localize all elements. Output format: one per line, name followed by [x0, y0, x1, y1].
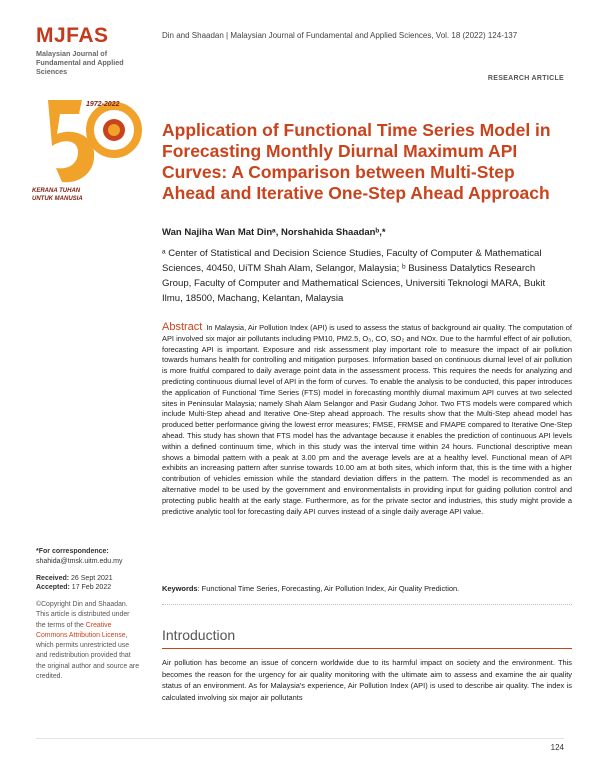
correspondence-email[interactable]: shahida@tmsk.uitm.edu.my — [36, 558, 123, 565]
copyright-text-post: , which permits unrestricted use and redistribution provided that the original author and source are credited. — [36, 631, 140, 681]
journal-full-name: Malaysian Journal of Fundamental and Applied Sciences — [36, 49, 124, 76]
received-label: Received: — [36, 575, 70, 582]
keywords-line — [162, 584, 572, 593]
abstract-text: In Malaysia, Air Pollution Index (API) is used to assess the status of background air quality. The computation of API involved six major air pollutants including PM10, PM2.5, O₃, CO, SO₂ and NOx. Due to the harmful effect of air pollution, forecasting API is important. Exposure and risk assessment play important role to measure the impact of air pollution towards humans health for controlling and mitigation purposes. Information based on continuous diurnal level of air pollution is more fruitful compared to daily average point data in the assessment process. This requires the needs for analyzing and predicting continuous diurnal level of API in the form of curves. To enable the analysis to be conducted, this paper introduces the application of Functional Time Series (FTS) model in forecasting monthly diurnal maximum API curves at two selected sites in Peninsular Malaysia; namely Shah Alam Selangor and Pasir Gudang Johor. Two FTS models were compared which include Multi-Step ahead and Iterative One-Step ahead approach. The results show that the Multi-Step ahead model has produced better performance giving the lowest error measures; FMSE, FRMSE and FMAPE compared to Iterative One-Step ahead. This study has shown that FTS model has the advantage because it enables the prediction of continuous API levels within a defined continuum time, which in this study was the interval time within 24 hours. Functional descriptive mean shows a bimodal pattern with a peak at 3.00 pm and the average levels are at a healthy level. Functional mean of API exhibits an increasing pattern after sunrise towards 10.00 am at both sites, which inform that, this is the time with a higher contribution of vehicles emission while the standard deviation differs in the pattern. The model is recommended as an alternative model to be used by the government and environmentalists in providing input for guiding pollution control and protecting public health at the early stage. Furthermore, as for the private sector and industries, this study might provide a predictive analytic tool for forecasting daily API curves instead of a single daily average API value. — [162, 323, 572, 516]
article-type-label: RESEARCH ARTICLE — [487, 75, 564, 82]
correspondence-label: *For correspondence: — [36, 548, 109, 555]
accepted-date-line — [36, 584, 141, 591]
accepted-date: 17 Feb 2022 — [71, 584, 112, 591]
received-date: 26 Sept 2021 — [71, 575, 113, 582]
abstract-block — [162, 322, 572, 517]
author-list: Wan Najiha Wan Mat Dinᵃ, Norshahida Shaadanᵇ,* — [162, 227, 386, 238]
introduction-heading: Introduction — [162, 627, 236, 643]
accepted-label: Accepted: — [36, 584, 70, 591]
slogan-line-1: KERANA TUHAN — [32, 188, 81, 194]
author-affiliations: ᵃ Center of Statistical and Decision Science Studies, Faculty of Computer & Mathematical Sciences, 40450, UiTM Shah Alam, Selangor, Malaysia; ᵇ Business Datalytics Research Group, Faculty of Computer and Mathematical Sciences, Universiti Teknologi MARA, Bukit Ilmu, 18500, Machang, Kelantan, Malaysia — [162, 248, 546, 304]
anniversary-50-emblem — [30, 94, 148, 212]
numeral-five-shape — [48, 100, 94, 182]
keywords-divider — [162, 604, 572, 605]
keywords-label: Keywords — [162, 584, 198, 593]
copyright-text-pre: ©Copyright Din and Shaadan. This article is distributed under the terms of the — [36, 601, 130, 629]
page-number: 124 — [550, 743, 564, 752]
cc-license-link[interactable]: Creative Commons Attribution License — [36, 621, 126, 639]
keywords-text: : Functional Time Series, Forecasting, Air Pollution Index, Air Quality Prediction. — [197, 584, 460, 593]
footer-rule — [36, 738, 564, 739]
received-date-line — [36, 575, 141, 582]
abstract-label: Abstract — [162, 321, 203, 333]
header-citation: Din and Shaadan | Malaysian Journal of Fundamental and Applied Sciences, Vol. 18 (2022) 124-137 — [162, 31, 518, 40]
copyright-notice — [36, 600, 140, 682]
article-title: Application of Functional Time Series Model in Forecasting Monthly Diurnal Maximum API Curves: A Comparison between Multi-Step Ahead and Iterative One-Step Ahead Approach — [162, 120, 551, 203]
introduction-rule — [162, 648, 572, 649]
crest-inner — [108, 124, 120, 136]
journal-logo: MJFAS — [36, 24, 109, 47]
introduction-text: Air pollution has become an issue of concern worldwide due to its harmful impact on society and the environment. This becomes the reason for the urgency for air quality monitoring with the ultimate aim to assess and examine the air quality status of an environment. As for Malaysia's experience, Air Pollution Index (API) is used to describe air quality. The index is calculated involving six major air pollutants — [162, 658, 572, 702]
anniversary-years: 1972-2022 — [86, 101, 120, 108]
slogan-line-2: UNTUK MANUSIA — [32, 196, 83, 202]
